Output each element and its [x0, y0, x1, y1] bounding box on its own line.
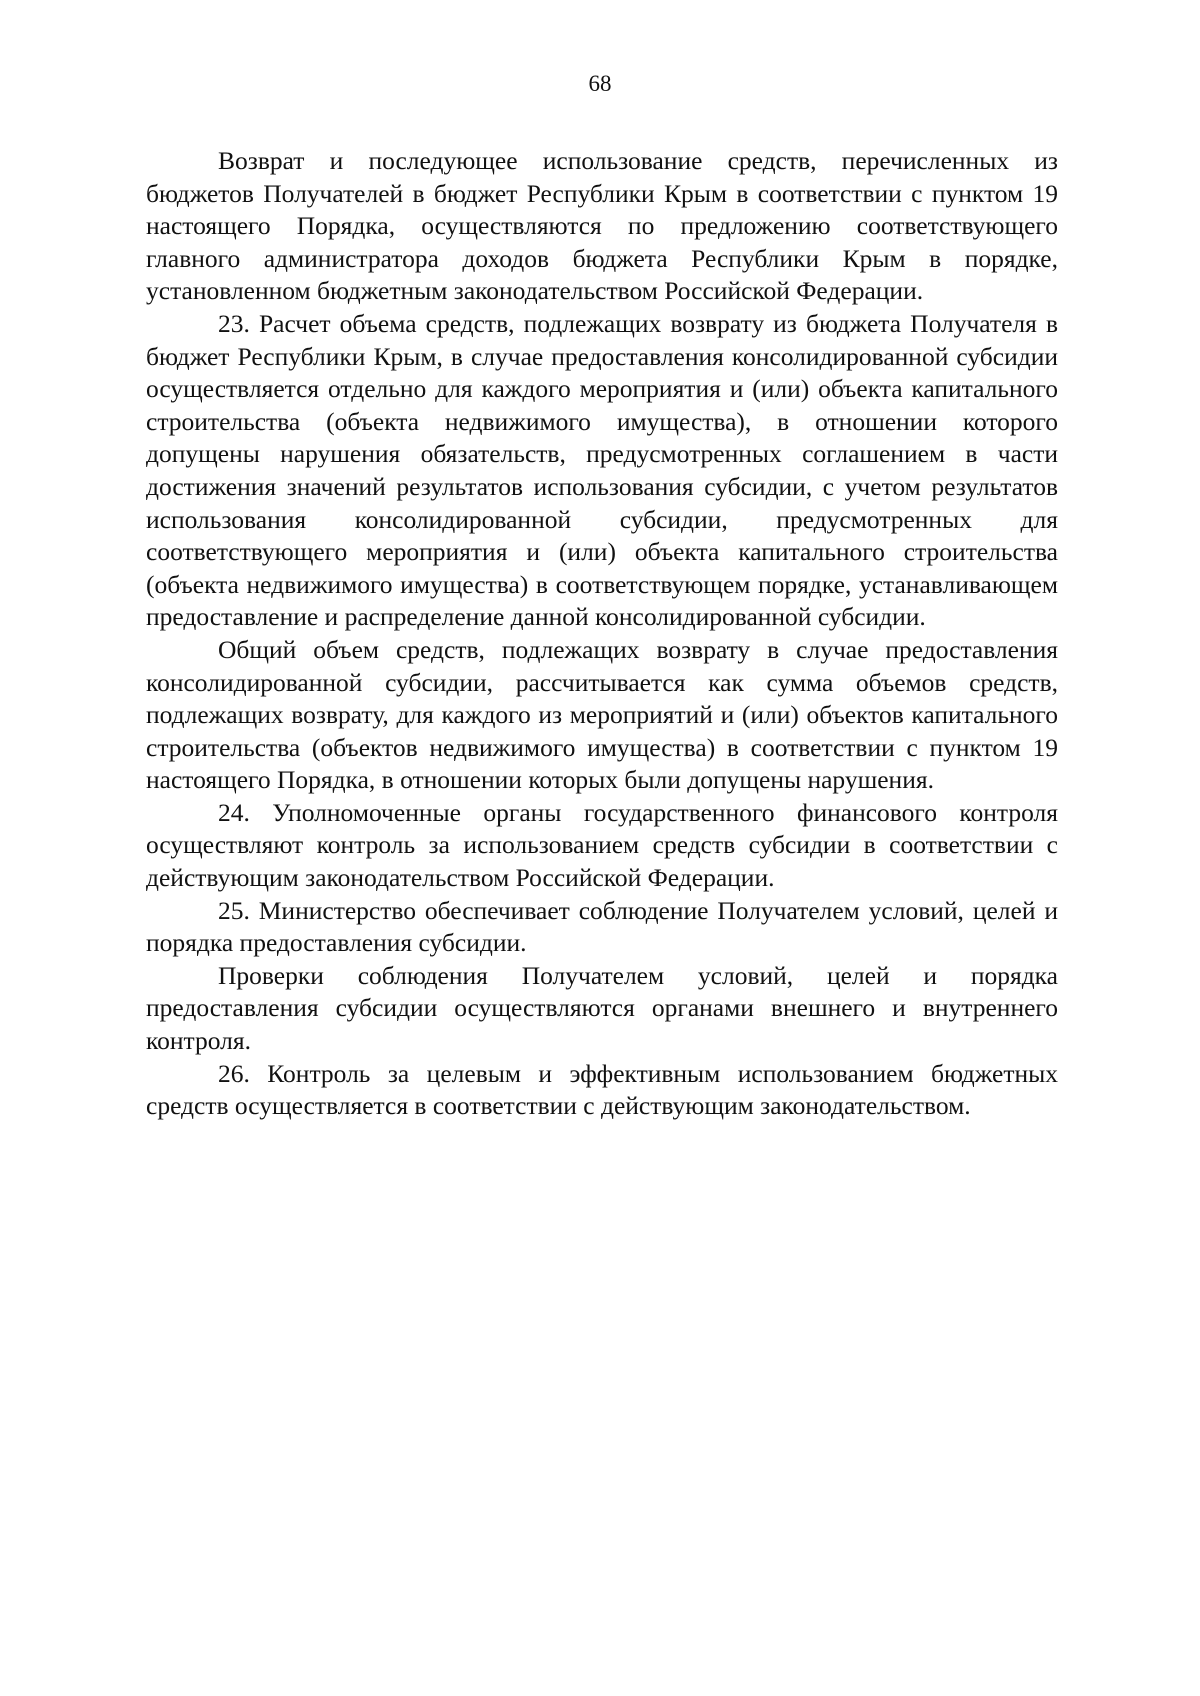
paragraph-item-23: 23. Расчет объема средств, подлежащих возврату из бюджета Получателя в бюджет Республики Крым, в случае предоставления консолидированной субсидии осуществляется отдельно для каждого мероприятия и (или) объекта капитального строительства (объекта недвижимого имущества), в отношении которого допущены нарушения обязательств, предусмотренных соглашением в части достижения значений результатов использования субсидии, с учетом результатов использования консолидированной субсидии, предусмотренных для соответствующего мероприятия и (или) объекта капитального строительства (объекта недвижимого имущества) в соответствующем порядке, устанавливающем предоставление и распределение данной консолидированной субсидии.	[146, 308, 1058, 632]
paragraph-item-25: 25. Министерство обеспечивает соблюдение Получателем условий, целей и порядка предоставления субсидии.	[146, 895, 1058, 958]
paragraph-inspections: Проверки соблюдения Получателем условий, целей и порядка предоставления субсидии осуществляются органами внешнего и внутреннего контроля.	[146, 960, 1058, 1056]
paragraph-item-24: 24. Уполномоченные органы государственного финансового контроля осуществляют контроль за использованием средств субсидии в соответствии с действующим законодательством Российской Федерации.	[146, 797, 1058, 893]
paragraph-item-26: 26. Контроль за целевым и эффективным использованием бюджетных средств осуществляется в соответствии с действующим законодательством.	[146, 1058, 1058, 1121]
page-number: 68	[588, 71, 612, 96]
paragraph-total-volume: Общий объем средств, подлежащих возврату в случае предоставления консолидированной субсидии, рассчитывается как сумма объемов средств, подлежащих возврату, для каждого из мероприятий и (или) объектов капитального строительства (объектов недвижимого имущества) в соответствии с пунктом 19 настоящего Порядка, в отношении которых были допущены нарушения.	[146, 634, 1058, 795]
paragraph-return-of-funds: Возврат и последующее использование средств, перечисленных из бюджетов Получателей в бюджет Республики Крым в соответствии с пунктом 19 настоящего Порядка, осуществляются по предложению соответствующего главного администратора доходов бюджета Республики Крым в порядке, установленном бюджетным законодательством Российской Федерации.	[146, 146, 1058, 306]
document-body	[146, 145, 1058, 1123]
